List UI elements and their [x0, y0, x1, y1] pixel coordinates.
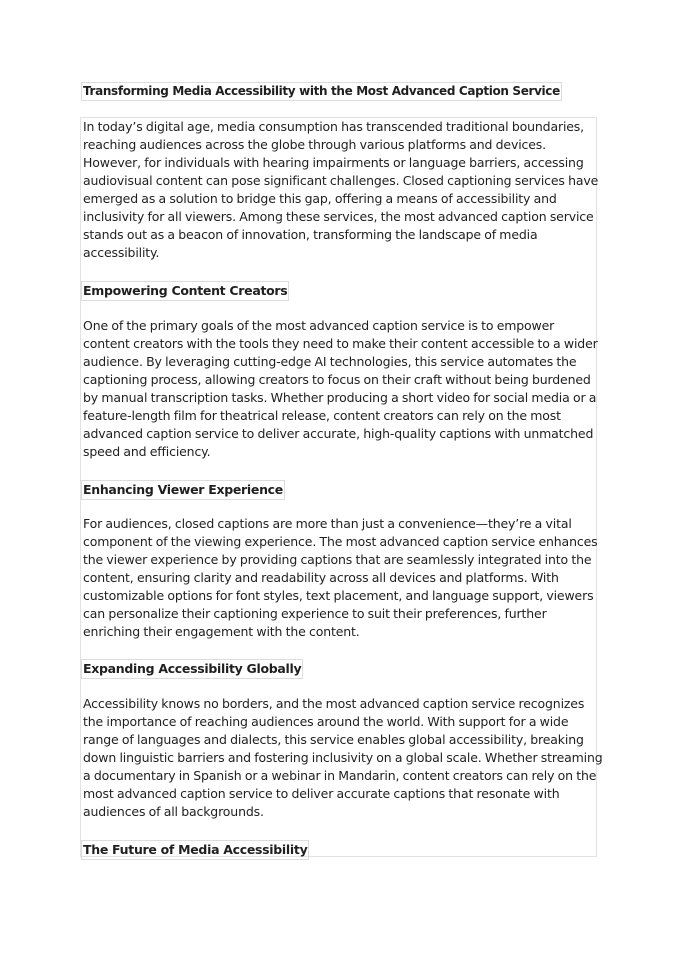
text-line: down linguistic barriers and fostering inclusivity on a global scale. Whether streaming	[83, 750, 603, 765]
text-line: speed and efficiency.	[83, 444, 211, 459]
text-line: content creators with the tools they need to make their content accessible to a wider	[83, 336, 598, 351]
text-line: content, ensuring clarity and readability across all devices and platforms. With	[83, 570, 559, 585]
text-line: enriching their engagement with the content.	[83, 624, 360, 639]
text-line: the viewer experience by providing captions that are seamlessly integrated into the	[83, 552, 592, 567]
text-line: One of the primary goals of the most advanced caption service is to empower	[83, 318, 555, 333]
text-line: advanced caption service to deliver accurate, high-quality captions with unmatched	[83, 426, 594, 441]
text-line: range of languages and dialects, this service enables global accessibility, breaking	[83, 732, 584, 747]
text-line: can personalize their captioning experience to suit their preferences, further	[83, 606, 547, 621]
text-line: the importance of reaching audiences around the world. With support for a wide	[83, 714, 569, 729]
text-line: reaching audiences across the globe through various platforms and devices.	[83, 137, 546, 152]
text-line: captioning process, allowing creators to focus on their craft without being burdened	[83, 372, 591, 387]
text-line: stands out as a beacon of innovation, transforming the landscape of media	[83, 227, 538, 242]
text-line: audience. By leveraging cutting-edge AI technologies, this service automates the	[83, 354, 577, 369]
intro-paragraph	[83, 118, 599, 262]
section-heading-future-accessibility: The Future of Media Accessibility	[81, 840, 309, 860]
section-paragraph-global-accessibility	[83, 695, 603, 821]
text-line: In today’s digital age, media consumption has transcended traditional boundaries,	[83, 119, 584, 134]
document-title: Transforming Media Accessibility with the Most Advanced Caption Service	[81, 82, 562, 101]
section-heading-viewer-experience: Enhancing Viewer Experience	[81, 480, 285, 500]
text-line: customizable options for font styles, text placement, and language support, viewers	[83, 588, 594, 603]
text-line: feature-length film for theatrical release, content creators can rely on the most	[83, 408, 561, 423]
text-line: by manual transcription tasks. Whether producing a short video for social media or a	[83, 390, 597, 405]
text-line: accessibility.	[83, 245, 160, 260]
section-heading-empowering-creators: Empowering Content Creators	[81, 281, 289, 301]
text-line: inclusivity for all viewers. Among these services, the most advanced caption service	[83, 209, 594, 224]
section-paragraph-viewer-experience	[83, 515, 598, 641]
text-line: audiovisual content can pose significant challenges. Closed captioning services have	[83, 173, 599, 188]
text-line: For audiences, closed captions are more than just a convenience—they’re a vital	[83, 516, 572, 531]
text-line: most advanced caption service to deliver accurate captions that resonate with	[83, 786, 560, 801]
text-line: audiences of all backgrounds.	[83, 804, 264, 819]
text-line: However, for individuals with hearing impairments or language barriers, accessing	[83, 155, 584, 170]
section-paragraph-empowering-creators	[83, 317, 598, 461]
text-line: emerged as a solution to bridge this gap, offering a means of accessibility and	[83, 191, 557, 206]
text-line: a documentary in Spanish or a webinar in Mandarin, content creators can rely on the	[83, 768, 597, 783]
section-heading-global-accessibility: Expanding Accessibility Globally	[81, 659, 303, 679]
text-line: component of the viewing experience. The most advanced caption service enhances	[83, 534, 598, 549]
text-line: Accessibility knows no borders, and the most advanced caption service recognizes	[83, 696, 585, 711]
